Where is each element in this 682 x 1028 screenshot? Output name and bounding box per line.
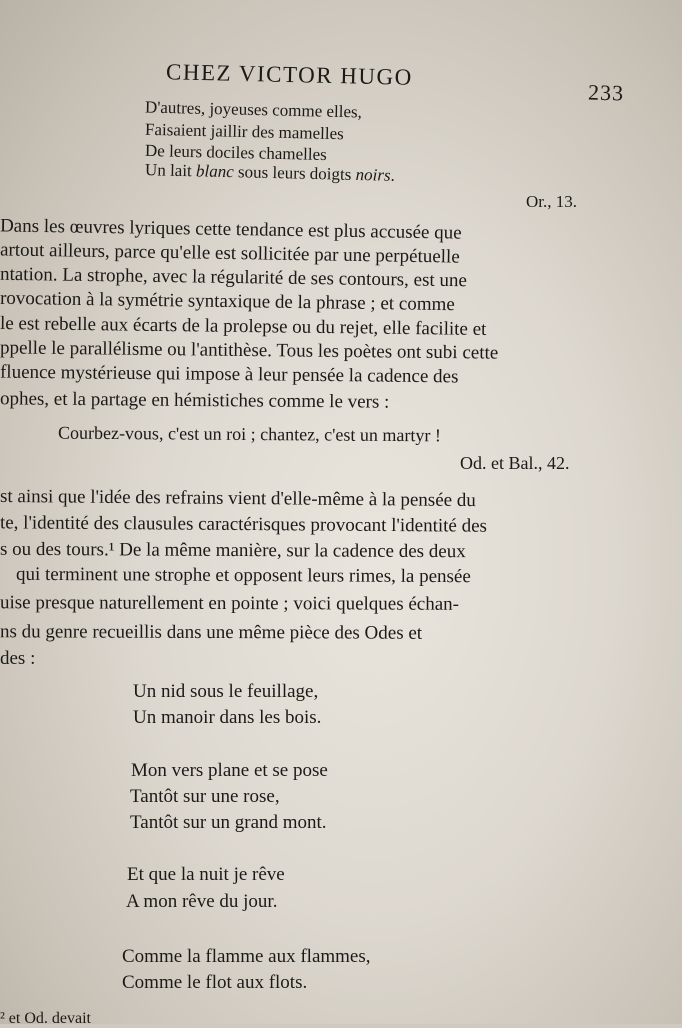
- paragraph1-line: ppelle le parallélisme ou l'antithèse. Tous les poètes ont subi cette: [0, 337, 499, 364]
- poem2-line: Comme le flot aux flots.: [122, 972, 308, 993]
- paragraph2-line: des :: [0, 648, 36, 669]
- paragraph1-line: ophes, et la partage en hémistiches comme le vers :: [0, 388, 390, 413]
- poem2-line: Comme la flamme aux flammes,: [122, 946, 371, 967]
- paragraph1-line: le est rebelle aux écarts de la prolepse ou du rejet, elle facilite et: [0, 313, 487, 340]
- paragraph1-line: fluence mystérieuse qui impose à leur pensée la cadence des: [0, 361, 459, 388]
- poem1-line: D'autres, joyeuses comme elles,: [144, 97, 363, 122]
- poem1-line: De leurs dociles chamelles: [144, 140, 327, 165]
- poem1-text: Un lait: [144, 160, 197, 181]
- paragraph2-line: s ou des tours.¹ De la même manière, sur la cadence des deux: [0, 538, 466, 563]
- page-number: 233: [587, 79, 625, 106]
- poem1-reference: Or., 13.: [526, 192, 577, 211]
- paragraph2-line: qui terminent une strophe et opposent leurs rimes, la pensée: [15, 563, 471, 588]
- running-header: CHEZ VICTOR HUGO: [165, 59, 414, 90]
- paragraph1-line: rovocation à la symétrie syntaxique de la phrase ; et comme: [0, 287, 455, 316]
- poem2-line: Tantôt sur une rose,: [130, 786, 280, 807]
- poem1-line: [145, 160, 395, 186]
- poem2-line: Un manoir dans les bois.: [133, 707, 322, 728]
- paragraph1-line: ntation. La strophe, avec la régularité de ses contours, est une: [0, 263, 468, 292]
- poem1-text: .: [390, 165, 396, 185]
- footnote: ² et Od. devait: [0, 1010, 91, 1027]
- poem1-text: sous leurs doigts: [233, 162, 356, 184]
- poem2-line: A mon rêve du jour.: [126, 891, 278, 912]
- quote-line: Courbez-vous, c'est un roi ; chantez, c'est un martyr !: [57, 422, 441, 446]
- paragraph2-line: st ainsi que l'idée des refrains vient d'elle-même à la pensée du: [0, 485, 476, 512]
- poem2-line: Et que la nuit je rêve: [127, 864, 285, 885]
- paragraph1-line: Dans les œuvres lyriques cette tendance est plus accusée que: [0, 215, 462, 244]
- paragraph2-line: te, l'identité des clausules caractérisques provocant l'identité des: [0, 512, 488, 537]
- poem2-line: Un nid sous le feuillage,: [133, 681, 319, 702]
- quote-reference: Od. et Bal., 42.: [460, 453, 570, 473]
- poem1-italic-word: blanc: [195, 161, 235, 182]
- poem2-line: Mon vers plane et se pose: [131, 760, 328, 781]
- poem1-line: Faisaient jaillir des mamelles: [144, 119, 344, 144]
- paragraph1-line: artout ailleurs, parce qu'elle est sollicitée par une perpétuelle: [0, 239, 460, 268]
- poem1-italic-word: noirs: [355, 164, 391, 185]
- paragraph2-line: ns du genre recueillis dans une même pièce des Odes et: [0, 621, 423, 644]
- paragraph2-line: uise presque naturellement en pointe ; voici quelques échan-: [0, 592, 460, 615]
- poem2-line: Tantôt sur un grand mont.: [130, 812, 327, 833]
